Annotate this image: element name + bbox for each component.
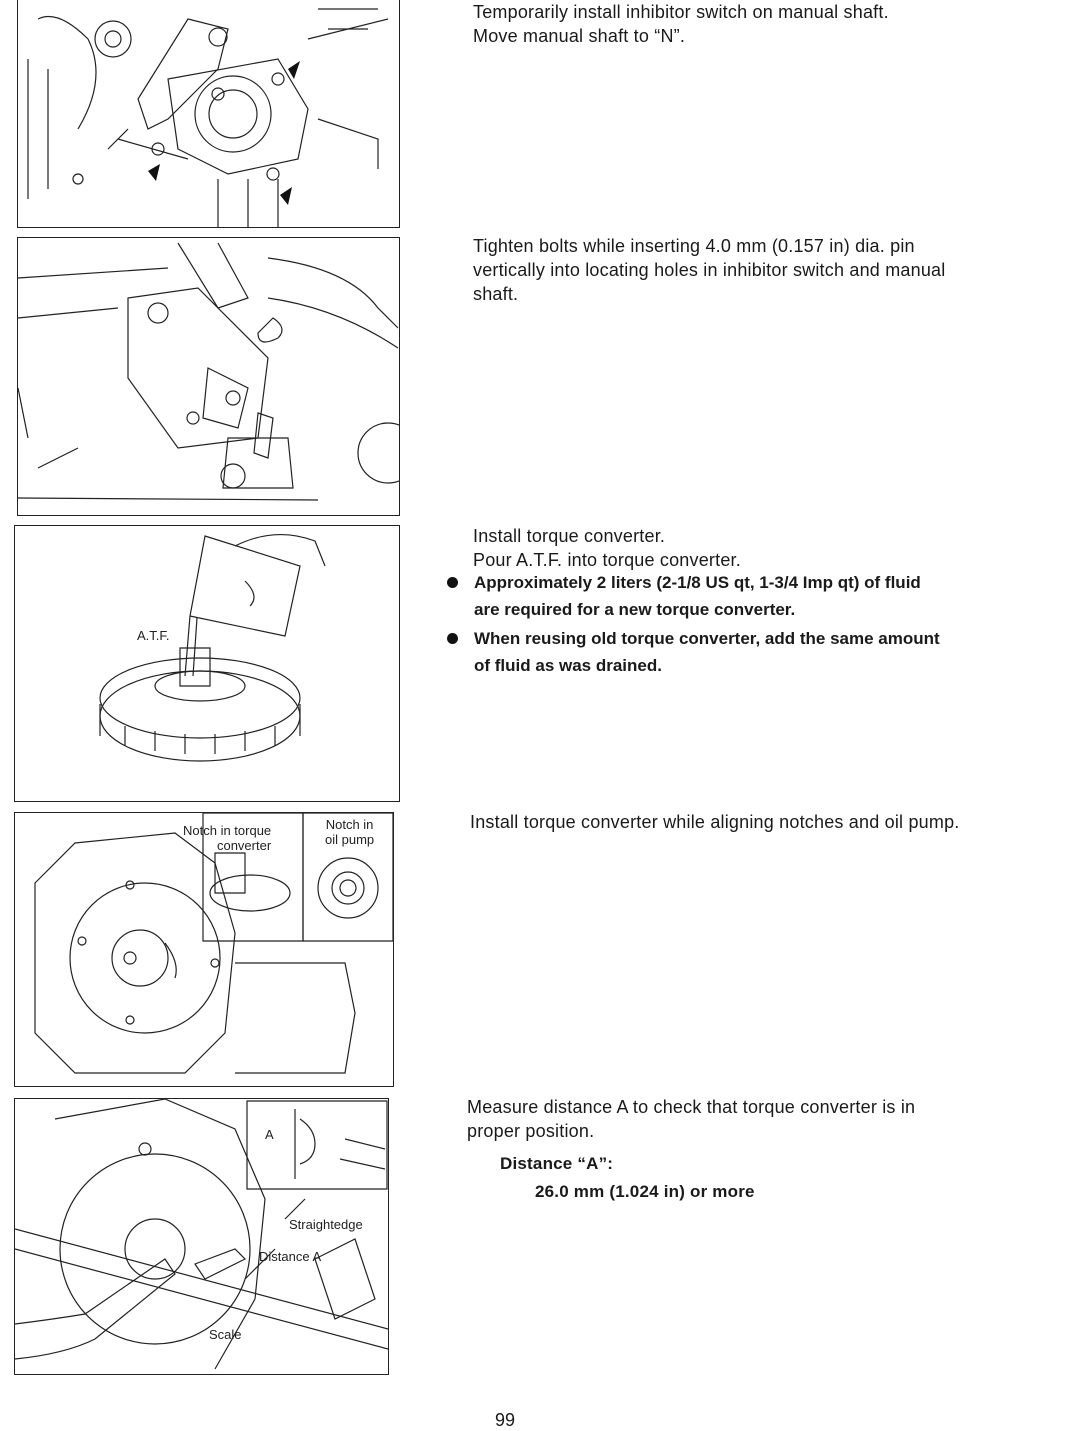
step5-line2: proper position. xyxy=(467,1121,595,1141)
atf-pouring-illustration xyxy=(14,525,400,802)
step2-line2: vertically into locating holes in inhibitor switch and manual xyxy=(473,260,946,280)
step5-text xyxy=(467,1095,915,1143)
a-label: A xyxy=(265,1127,274,1142)
note2-line2: of fluid as was drained. xyxy=(474,656,662,675)
bullet-icon xyxy=(447,633,458,644)
distance-measurement-illustration xyxy=(14,1098,389,1375)
step4-text xyxy=(470,810,959,834)
notch-in-oil-pump-label: Notch in oil pump xyxy=(325,817,375,847)
bullet-icon xyxy=(447,577,458,588)
inhibitor-switch-illustration xyxy=(17,0,400,228)
distance-spec-value: 26.0 mm (1.024 in) or more xyxy=(535,1182,755,1201)
step4-line1: Install torque converter while aligning notches and oil pump. xyxy=(470,812,960,832)
notch-in-converter-label: Notch in torque converter xyxy=(183,823,272,853)
step1-line1: Temporarily install inhibitor switch on manual shaft. xyxy=(473,2,889,22)
page-number: 99 xyxy=(495,1410,516,1430)
step2-text xyxy=(473,234,945,306)
step2-line1: Tighten bolts while inserting 4.0 mm (0.157 in) dia. pin xyxy=(473,236,915,256)
step1-line2: Move manual shaft to “N”. xyxy=(473,26,686,46)
step3-line1: Install torque converter. xyxy=(473,526,666,546)
note1-line1: Approximately 2 liters (2-1/8 US qt, 1-3/4 Imp qt) of fluid xyxy=(474,573,921,592)
straightedge-label: Straightedge xyxy=(289,1217,363,1232)
step5-line1: Measure distance A to check that torque converter is in xyxy=(467,1097,916,1117)
note1 xyxy=(474,569,921,623)
scale-label: Scale xyxy=(209,1327,242,1342)
pin-insertion-illustration xyxy=(17,237,400,516)
distance-a-label: Distance A xyxy=(259,1249,322,1264)
step1-text xyxy=(473,0,889,48)
note1-line2: are required for a new torque converter. xyxy=(474,600,796,619)
note2-line1: When reusing old torque converter, add the same amount xyxy=(474,629,940,648)
torque-converter-notch-illustration xyxy=(14,812,394,1087)
step3-text xyxy=(473,524,741,572)
step2-line3: shaft. xyxy=(473,284,519,304)
note2 xyxy=(474,625,940,679)
atf-label: A.T.F. xyxy=(137,628,170,643)
distance-spec-label: Distance “A”: xyxy=(500,1154,614,1173)
step3-line2: Pour A.T.F. into torque converter. xyxy=(473,550,741,570)
